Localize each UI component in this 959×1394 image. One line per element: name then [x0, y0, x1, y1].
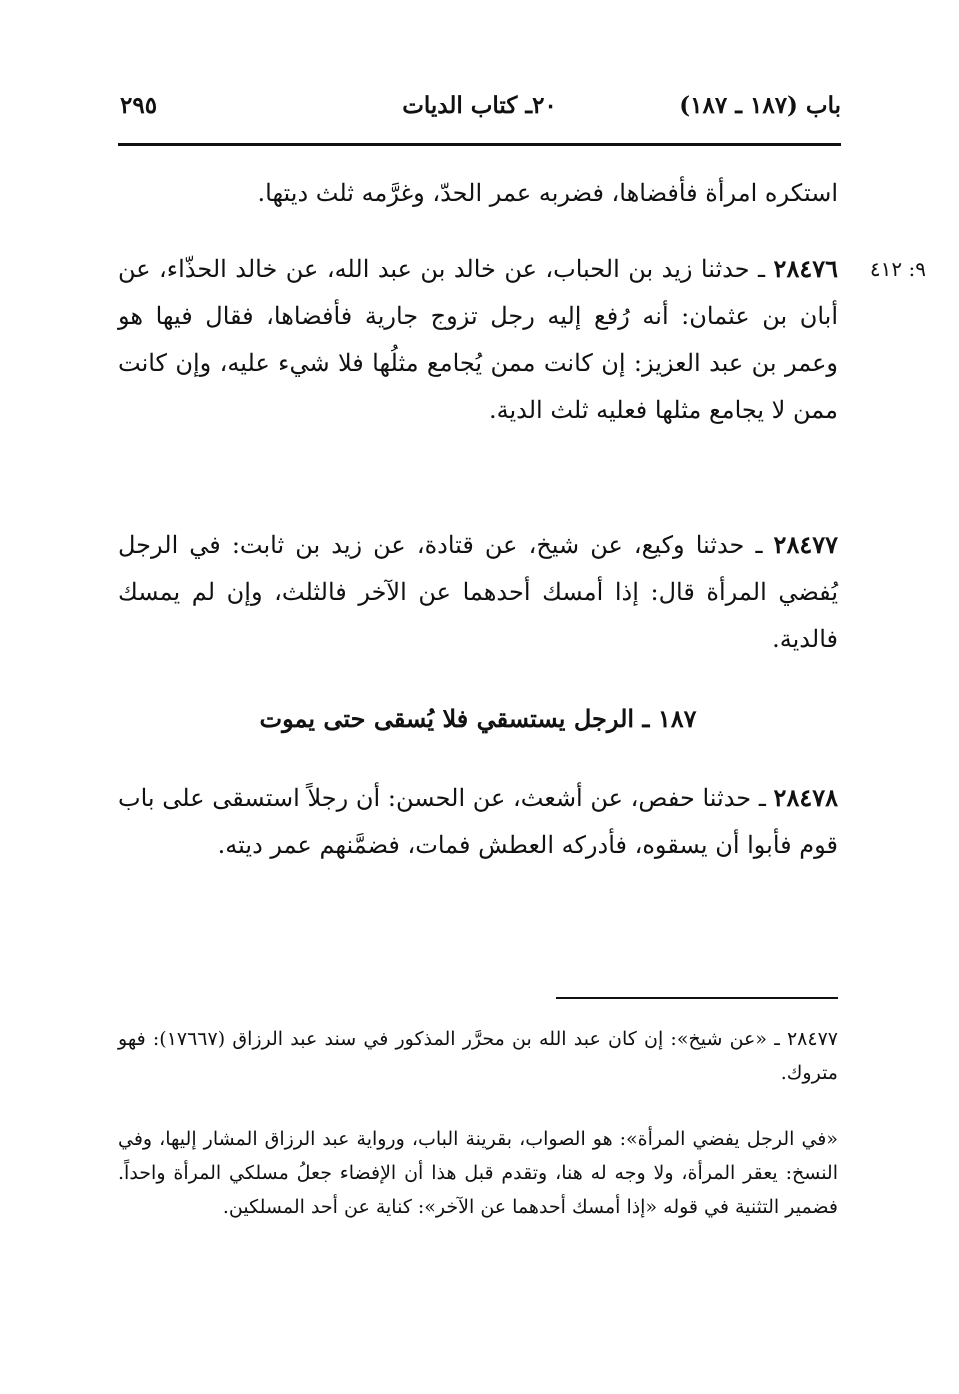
header-rule	[118, 143, 841, 146]
page-header	[118, 92, 841, 132]
hadith-text: ـ حدثنا وكيع، عن شيخ، عن قتادة، عن زيد بن ثابت: في الرجل يُفضي المرأة قال: إذا أمسك أحدهما عن الآخر فالثلث، وإن لم يمسك فالدية.	[118, 531, 838, 653]
footnote-2: «في الرجل يفضي المرأة»: هو الصواب، بقرينة الباب، ورواية عبد الرزاق المشار إليها، وفي النسخ: يعقر المرأة، ولا وجه له هنا، وتقدم قبل هذا أن الإفضاء جعلُ مسلكي المرأة واحداً. فضمير التثنية في قوله «إذا أمسك أحدهما عن الآخر»: كناية عن أحد المسلكين.	[118, 1128, 838, 1218]
hadith-28476	[118, 245, 838, 434]
margin-reference: ٩: ٤١٢	[869, 257, 926, 281]
hadith-28478	[118, 774, 838, 869]
chapter-reference: باب (١٨٧ ـ ١٨٧)	[679, 92, 841, 119]
footnote-1: ٢٨٤٧٧ ـ «عن شيخ»: إن كان عبد الله بن محرَّر المذكور في سند عبد الرزاق (١٧٦٦٧): فهو متروك.	[118, 1028, 838, 1084]
hadith-28477	[118, 521, 838, 663]
hadith-number: ٢٨٤٧٧	[773, 530, 838, 559]
page-number: ٢٩٥	[120, 92, 158, 119]
footnote-separator	[556, 997, 838, 999]
hadith-text: ـ حدثنا حفص، عن أشعث، عن الحسن: أن رجلاً استسقى على باب قوم فأبوا أن يسقوه، فأدركه العطش فمات، فضمَّنهم عمر ديته.	[118, 784, 838, 859]
hadith-number: ٢٨٤٧٦	[773, 254, 838, 283]
continuation-paragraph: استكره امرأة فأفضاها، فضربه عمر الحدّ، وغرَّمه ثلث ديتها.	[257, 179, 838, 207]
hadith-number: ٢٨٤٧٨	[773, 783, 838, 812]
book-title: ٢٠ـ كتاب الديات	[402, 92, 557, 119]
hadith-text: ـ حدثنا زيد بن الحباب، عن خالد بن عبد الله، عن خالد الحذّاء، عن أبان بن عثمان: أنه رُفع إليه رجل تزوج جارية فأفضاها، فقال فيها هو وعمر بن عبد العزيز: إن كانت ممن يُجامع مثلُها فلا شيء عليه، وإن كانت ممن لا يجامع مثلها فعليه ثلث الدية.	[118, 255, 838, 424]
section-heading: ١٨٧ ـ الرجل يستسقي فلا يُسقى حتى يموت	[259, 704, 697, 733]
